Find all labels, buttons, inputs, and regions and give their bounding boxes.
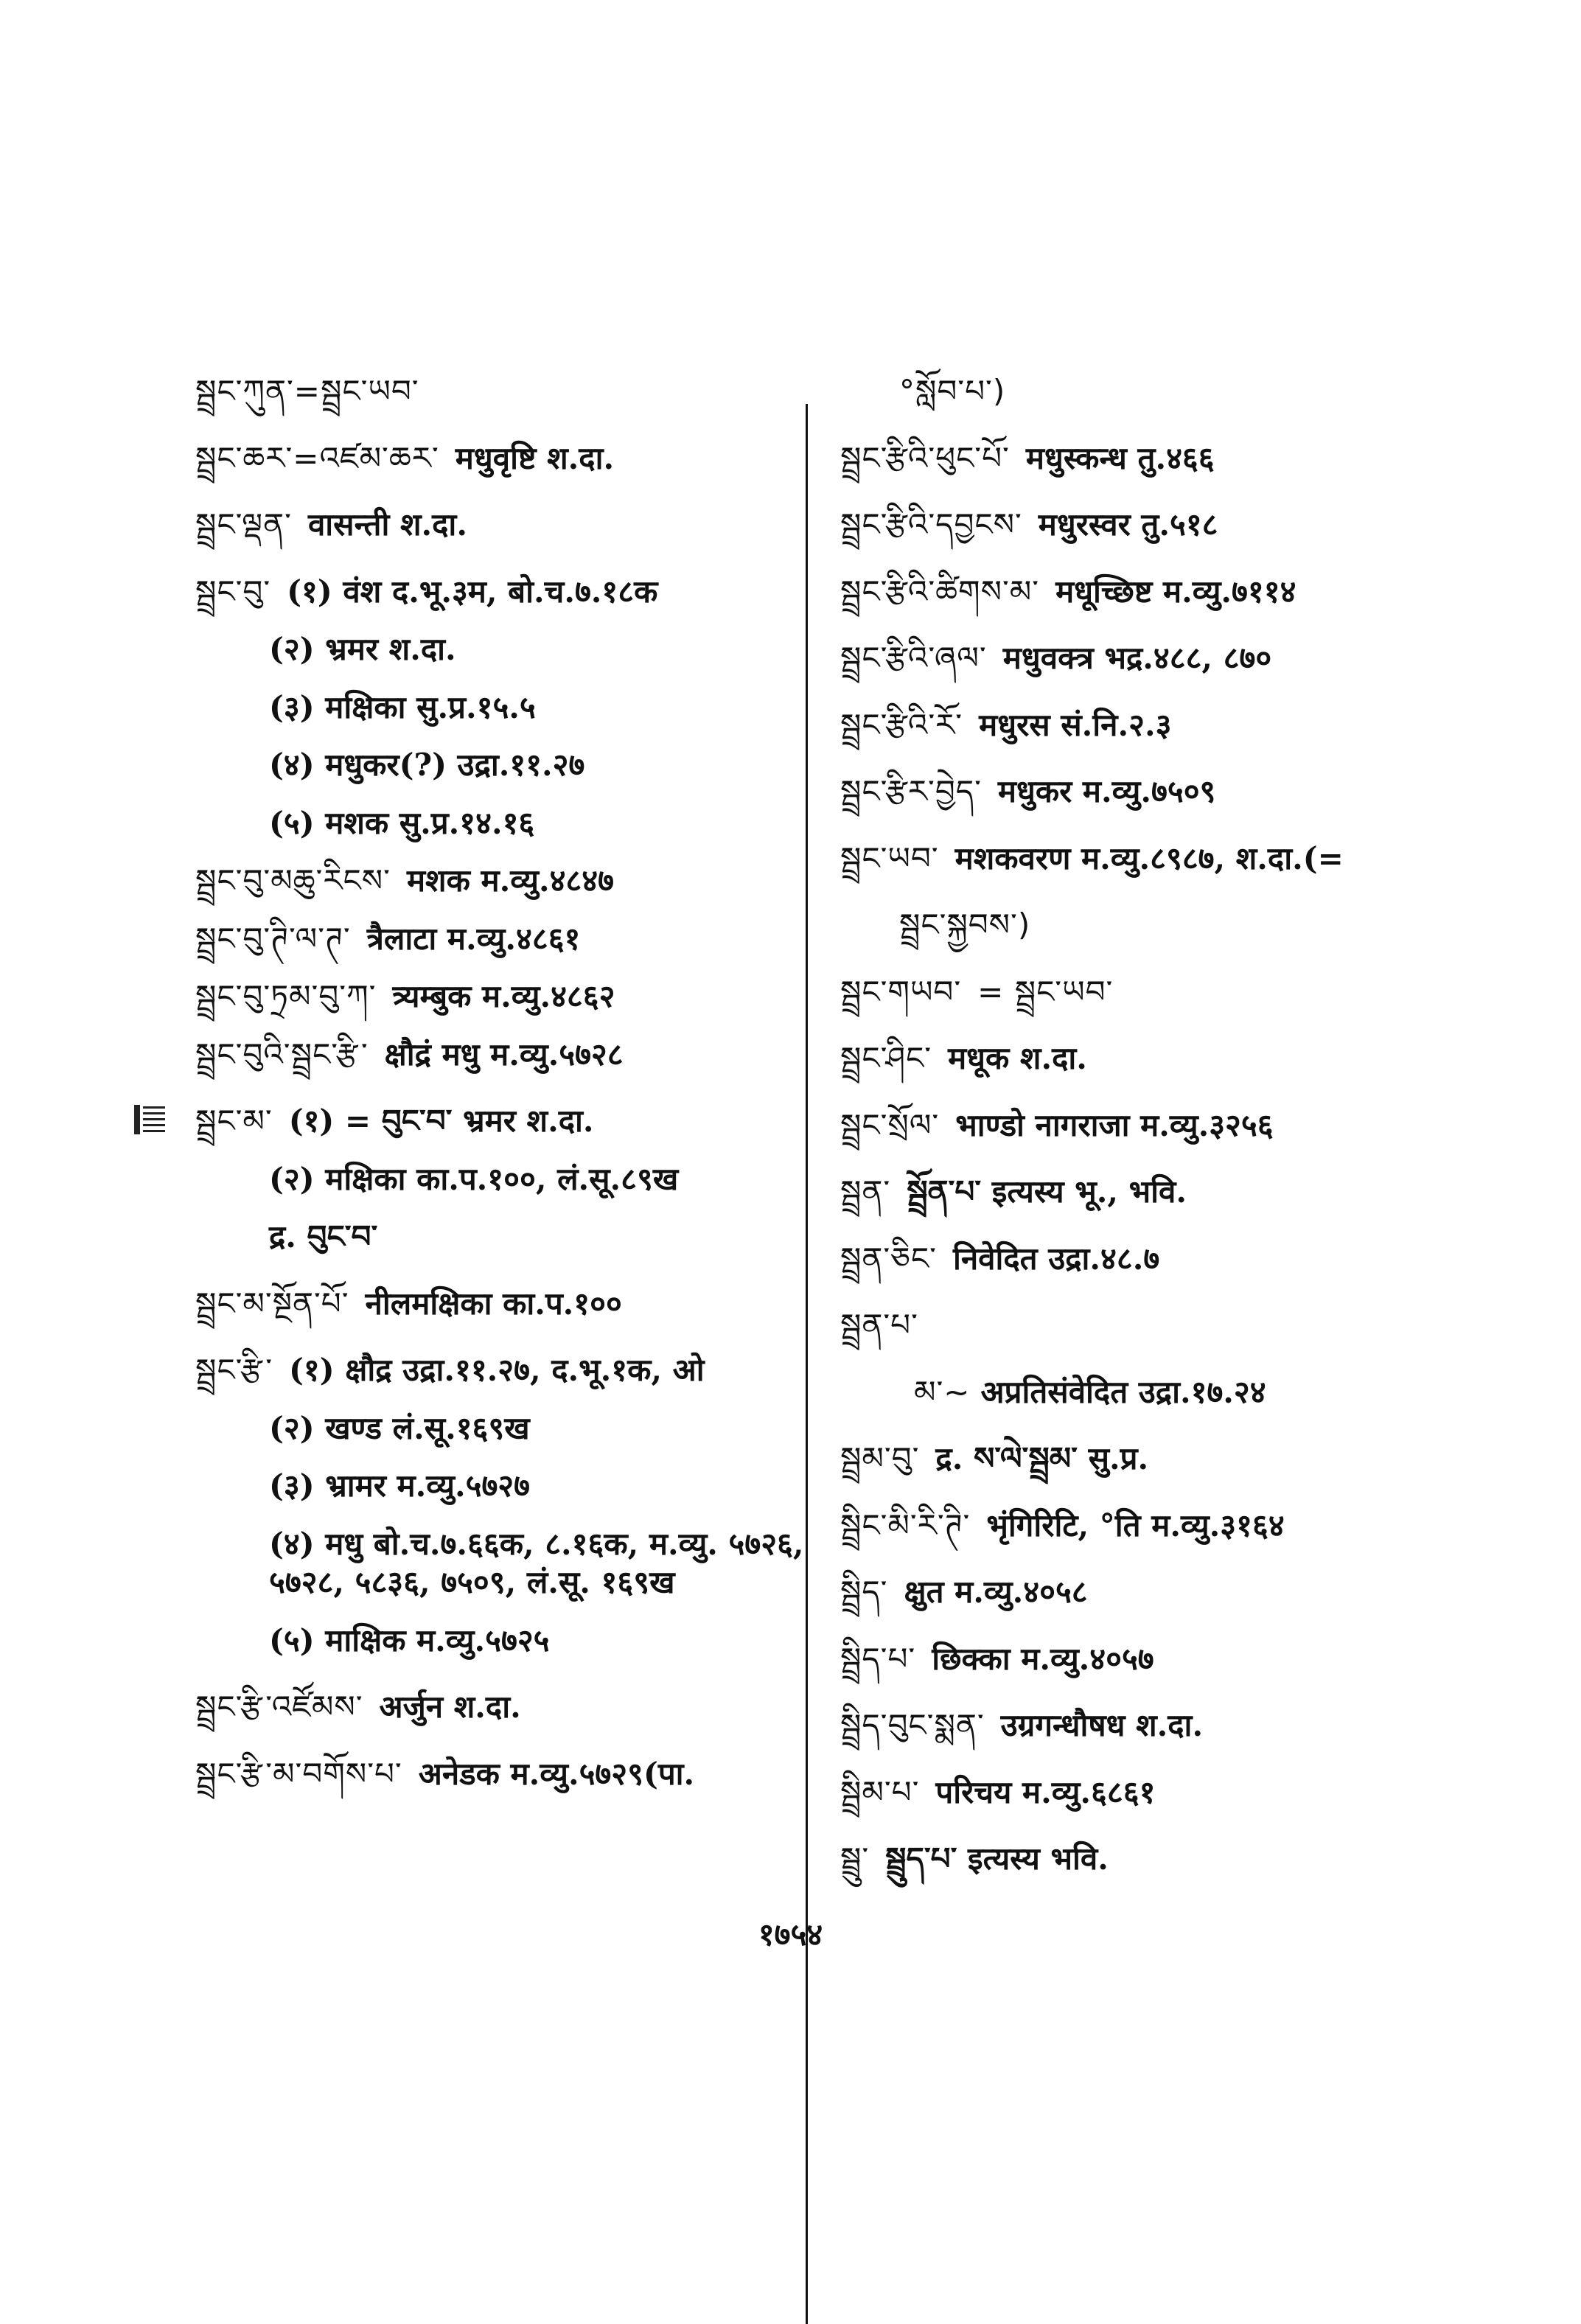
margin-mark-icon [133, 1102, 168, 1137]
dictionary-entry: སྦྲང་བུ་ (१) वंश द.भू.३म, बो.च.७.१८क [195, 573, 658, 610]
dictionary-entry: སྦྲང་བུའི་སྦྲང་རྩི་ क्षौद्रं मधु म.व्यु.५७२८ [195, 1036, 624, 1072]
dictionary-entry: སྦྲང་མ་སྔོན་པོ་ नीलमक्षिका का.प.१०० [195, 1285, 622, 1322]
dictionary-entry: སྦྲན་ སྦྲོན་པ་ इत्यस्य भू., भवि. [840, 1173, 1187, 1210]
dictionary-continuation: སྦྲང་སྐྱབས་) [899, 907, 1031, 943]
dictionary-entry: སྦྲིམ་པ་ परिचय म.व्यु.६८६१ [840, 1773, 1156, 1810]
dictionary-sense: (४) मधुकर(?) उद्रा.११.२७ [269, 747, 585, 783]
dictionary-continuation: °སློབ་པ་) [899, 373, 1006, 409]
dictionary-entry: སྦྲང་ཀུན་=སྦྲང་ཡབ་ [195, 373, 419, 409]
dictionary-entry: སྦྲང་བུ་མཆུ་རིངས་ मशक म.व्यु.४८४७ [195, 862, 614, 898]
dictionary-entry: སྦྲང་སྲོལ་ भाण्डो नागराजा म.व्यु.३२५६ [840, 1106, 1274, 1143]
dictionary-sense: (५) माक्षिक म.व्यु.५७२५ [269, 1622, 550, 1658]
dictionary-entry: སྦྲང་མ་ (१) = བུང་བ་ भ्रमर श.दा. [195, 1103, 594, 1139]
dictionary-cross-reference: द्र. བུང་བ་ [269, 1218, 378, 1255]
dictionary-entry: སྦྲང་རྩི་འཛོམས་ अर्जुन श.दा. [195, 1689, 521, 1725]
dictionary-entry: སྦྲང་གཡབ་ = སྦྲང་ཡབ་ [840, 973, 1114, 1010]
dictionary-sense: (२) भ्रमर श.दा. [269, 631, 456, 667]
dictionary-entry: སྦྲང་རྩིའི་དབྱངས་ मधुरस्वर तु.५१८ [840, 506, 1218, 542]
dictionary-sense: (३) मक्षिका सु.प्र.१५.५ [269, 688, 536, 725]
dictionary-entry: སྦྲན་པ་ [840, 1307, 918, 1343]
dictionary-sense: (५) मशक सु.प्र.१४.१६ [269, 804, 535, 841]
dictionary-sense: མ་~ अप्रतिसंवेदित उद्रा.१७.२४ [914, 1373, 1266, 1410]
dictionary-entry: སྦྲང་རྩིའི་ཚིགས་མ་ मधूच्छिष्ट म.व्यु.७११४ [840, 573, 1296, 610]
dictionary-entry: སྦྲང་རྩིའི་ཕུང་པོ་ मधुस्कन्ध तु.४६६ [840, 439, 1215, 476]
dictionary-entry: སྦྲང་རྩི་ (१) क्षौद्र उद्रा.११.२७, द.भू.१क, ओ [195, 1352, 705, 1388]
dictionary-entry: སྦྲང་བུ་ཏྲམ་བུ་ཀ་ त्र्यम्बुक म.व्यु.४८६२ [195, 978, 615, 1014]
dictionary-sense: (४) मधु बो.च.७.६६क, ८.१६क, म.व्यु. ५७२६, ५७२८, ५८३६, ७५०९, लं.सू. १६९ख [269, 1525, 804, 1600]
dictionary-sense: (२) खण्ड लं.सू.१६९ख [269, 1409, 530, 1446]
dictionary-entry: སྦྲིད་པ་ छिक्का म.व्यु.४०५७ [840, 1640, 1154, 1677]
dictionary-entry: སྦྲང་ཆར་=འཛམ་ཆར་ मधुवृष्टि श.दा. [195, 439, 615, 476]
dictionary-entry: སྦྲང་རྩི་མ་བགོས་པ་ अनेडक म.व्यु.५७२९(पा. [195, 1755, 695, 1792]
page-number: १७५४ [758, 1916, 823, 1953]
dictionary-entry: སྦྲང་བུ་ཊི་ལ་ཊ་ त्रैलाटा म.व्यु.४८६१ [195, 920, 581, 957]
right-column [840, 372, 1430, 1879]
dictionary-entry: སྦྲམ་བུ་ द्र. ས་ལེ་སྦྲམ་ सु.प्र. [840, 1440, 1149, 1476]
dictionary-entry: སྦྲང་རྩིར་བྱེད་ मधुकर म.व्यु.७५०९ [840, 773, 1216, 809]
dictionary-entry: སྦྲིད་ क्षुत म.व्यु.४०५८ [840, 1574, 1088, 1610]
dictionary-entry: སྦྲིད་བུང་སྨན་ उग्रगन्धौषध श.दा. [840, 1707, 1204, 1743]
dictionary-entry: སྦྲང་ཡབ་ मशकवरण म.व्यु.८९८७, श.दा.(= [840, 840, 1344, 876]
dictionary-entry: སྦྲིང་མི་རི་ཊི་ भृंगिरिटि, °ति म.व्यु.३१६४ [840, 1507, 1285, 1543]
dictionary-entry: སྦྲང་རྩིའི་རོ་ मधुरस सं.नि.२.३ [840, 706, 1172, 743]
dictionary-entry: སྦྲང་རྩིའི་ཞལ་ मधुवक्त्र भद्र.४८८, ८७० [840, 640, 1272, 676]
dictionary-entry: སྦྲུ་ སྦྲུད་པ་ इत्यस्य भवि. [840, 1840, 1109, 1877]
dictionary-entry: སྦྲན་ཅིང་ निवेदित उद्रा.४८.७ [840, 1240, 1160, 1277]
dictionary-entry: སྦྲང་ཤིང་ मधूक श.दा. [840, 1040, 1087, 1076]
dictionary-sense: (३) भ्रामर म.व्यु.५७२७ [269, 1468, 530, 1504]
dictionary-entry: སྦྲང་ལྡན་ वासन्ती श.दा. [195, 506, 467, 542]
dictionary-sense: (२) मक्षिका का.प.१००, लं.सू.८९ख [269, 1160, 679, 1197]
left-column [195, 372, 807, 1793]
